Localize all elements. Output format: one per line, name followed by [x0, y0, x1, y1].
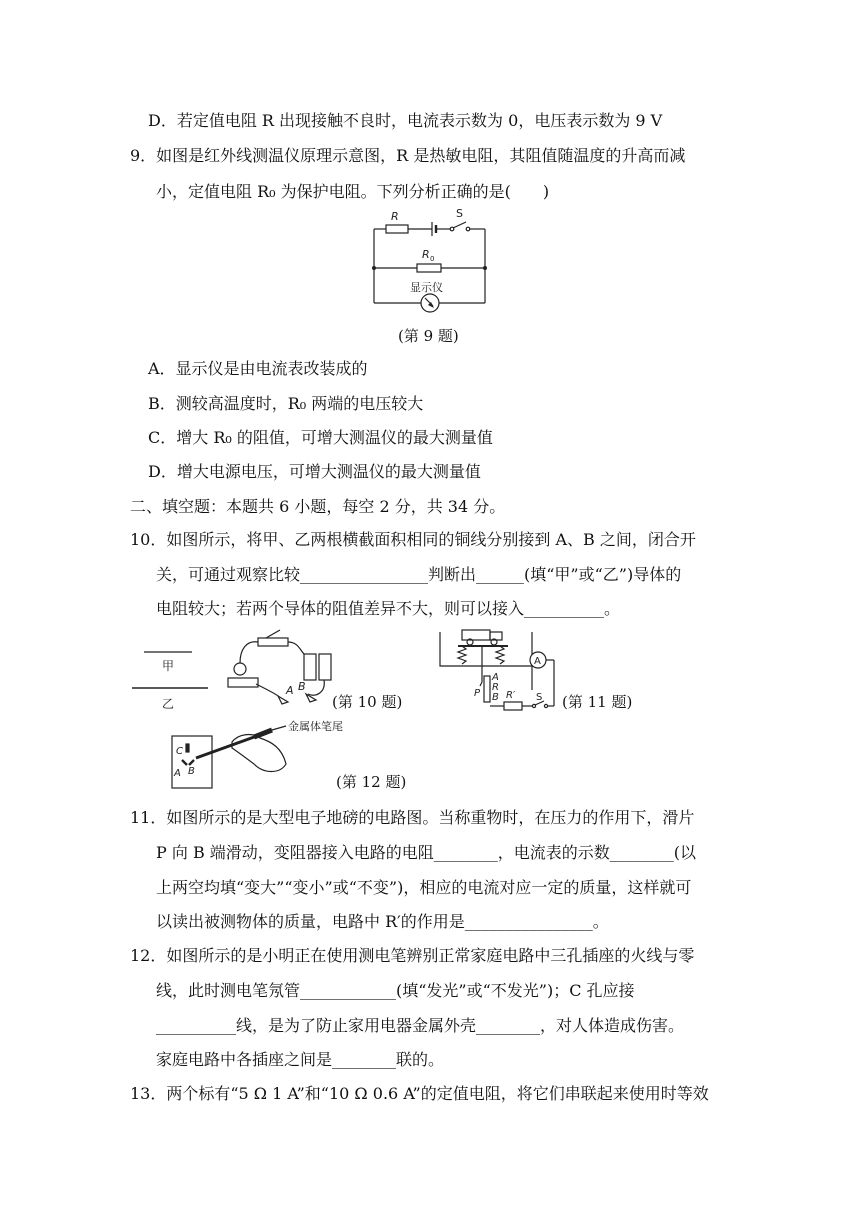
q11-stem-line4: 以读出被测物体的质量，电路中 R′的作用是________________。 — [156, 912, 609, 931]
q11-label-a: A — [492, 672, 499, 683]
q9-label-r: R — [391, 210, 399, 223]
q9-option-b: B．测较高温度时，R₀ 两端的电压较大 — [148, 394, 424, 413]
q10-stem-line3: 电阻较大；若两个导体的阻值差异不大，则可以接入__________。 — [156, 599, 621, 618]
q12-caption: (第 12 题) — [336, 773, 407, 791]
q9-option-c: C．增大 R₀ 的阻值，可增大测温仪的最大测量值 — [148, 428, 493, 447]
q11-label-s: S — [536, 692, 543, 703]
q9-label-s: S — [456, 207, 463, 220]
q10-label-jia: 甲 — [162, 659, 175, 673]
q11-label-rprime: R′ — [506, 690, 516, 701]
q12-stem-line3: __________线，是为了防止家用电器金属外壳________，对人体造成伤害。 — [156, 1016, 685, 1035]
q11-weighbridge-figure — [436, 626, 566, 716]
q10-stem-line1: 10．如图所示，将甲、乙两根横截面积相同的铜线分别接到 A、B 之间，闭合开 — [130, 530, 696, 549]
q9-stem-line1: 9．如图是红外线测温仪原理示意图，R 是热敏电阻，其阻值随温度的升高而减 — [130, 146, 686, 165]
q10-label-b: B — [298, 680, 306, 693]
q12-label-b: B — [188, 766, 195, 777]
q9-circuit-diagram — [370, 205, 490, 320]
q11-label-r: R — [492, 682, 499, 693]
q11-stem-line3: 上两空均填“变大”“变小”或“不变”)，相应的电流对应一定的质量，这样就可 — [156, 878, 692, 897]
q11-label-b: B — [492, 692, 499, 703]
q11-stem-line2: P 向 B 端滑动，变阻器接入电路的电阻________，电流表的示数________(以 — [156, 843, 697, 862]
q12-label-a: A — [174, 768, 181, 779]
q11-stem-line1: 11．如图所示的是大型电子地磅的电路图。当称重物时，在压力的作用下，滑片 — [130, 808, 695, 827]
q12-stem-line2: 线，此时测电笔氖管____________(填“发光”或“不发光”)；C 孔应接 — [156, 981, 635, 1000]
q10-circuit-figure — [128, 632, 358, 712]
q9-label-r0-sub: 0 — [430, 255, 435, 263]
q11-caption: (第 11 题) — [562, 693, 633, 711]
q12-stem-line1: 12．如图所示的是小明正在使用测电笔辨别正常家庭电路中三孔插座的火线与零 — [130, 946, 695, 965]
q9-stem-line2: 小，定值电阻 R₀ 为保护电阻。下列分析正确的是( ) — [156, 182, 550, 201]
q9-label-r0: R — [422, 248, 430, 261]
q11-label-p: P — [474, 688, 481, 699]
q11-meter-label: A — [534, 656, 541, 667]
q10-stem-line2: 关，可通过观察比较________________判断出______(填“甲”或“乙”)导体的 — [156, 565, 682, 584]
q10-label-yi: 乙 — [162, 697, 175, 711]
q12-label-c: C — [176, 746, 183, 757]
q12-label-metal-tail: 金属体笔尾 — [288, 720, 343, 733]
q10-label-a: A — [286, 684, 294, 697]
q8-option-d: D．若定值电阻 R 出现接触不良时，电流表示数为 0，电压表示数为 9 V — [148, 111, 663, 130]
q12-stem-line4: 家庭电路中各插座之间是________联的。 — [156, 1050, 445, 1069]
q12-test-pen-figure — [168, 718, 348, 792]
q9-option-d: D．增大电源电压，可增大测温仪的最大测量值 — [148, 462, 481, 481]
q10-caption: (第 10 题) — [332, 693, 403, 711]
q9-label-display: 显示仪 — [410, 281, 443, 294]
section-fill-blank-heading: 二、填空题：本题共 6 小题，每空 2 分，共 34 分。 — [130, 497, 506, 516]
q13-stem-line1: 13．两个标有“5 Ω 1 A”和“10 Ω 0.6 A”的定值电阻，将它们串联起来使用时等效 — [130, 1084, 709, 1103]
q9-caption: (第 9 题) — [398, 327, 459, 345]
q9-option-a: A．显示仪是由电流表改装成的 — [148, 359, 368, 378]
